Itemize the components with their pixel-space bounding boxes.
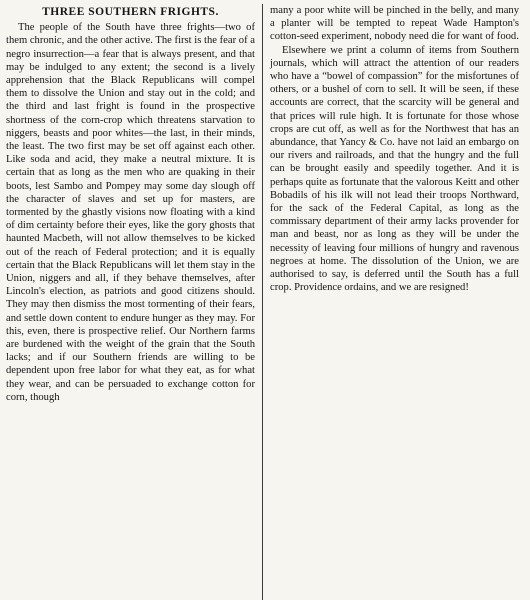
article-paragraph-2: Elsewhere we print a column of items from Southern journals, which will attract the attention of our readers who have a “bowel of compassion” for the misfortunes of others, or a bushel of corn to sell. It will be seen, if these accounts are correct, that the scarcity will be general and that prices will rule high. It is fortunate for those whose crops are cut off, as well as for the Northwest that has an abundance, that Yancy & Co. have not laid an embargo on our rivers and railroads, and that the hungry and the full can be brought easily and speedily together. And it is perhaps quite as fortunate that the valorous Keitt and other Bobadils of his ilk will not lead their troops Northward, for the sack of the Federal Capital, as long as the commissary department of their army lacks provender for man and beast, nor as long as they will be under the necessity of leaving four millions of hungry and ravenous negroes at home. The dissolution of the Union, we are authorised to say, is deferred until the South has a full crop. Providence ordains, and we are resigned! xyxy=(270,44,519,294)
right-column xyxy=(263,4,519,600)
article-paragraph-1-continued: many a poor white will be pinched in the belly, and many a planter will be tempted to repeat Wade Hampton's cotton-seed experiment, nobody need die for want of food. xyxy=(270,5,519,43)
article-headline: THREE SOUTHERN FRIGHTS. xyxy=(42,6,219,18)
left-column xyxy=(6,4,262,600)
article-paragraph-1: The people of the South have three frights—two of them chronic, and the other active. The first is the fear of a negro insurrection—a fear that is always present, and that may be indulged to any extent; the second is a lively apprehension that the Black Republicans will compel them to dissolve the Union and stay out in the cold; and the third and last fright is found in the prospective shortness of the corn-crop which threatens starvation to niggers, beasts and poor whites—the last, in their minds, the least. The two first may be set off against each other. Like soda and acid, they make a neutral mixture. It is certain that as long as the men who are quaking in their boots, lest Sambo and Pompey may some day slough off the character of slaves and set up for masters, are tormented by the ghastly visions now floating with a kind of dim certainty before their eyes, like the gory ghosts that haunted Macbeth, will not allow themselves to be kicked out of the reach of Federal protection; and it is equally certain that the Black Republicans will let them stay in the Union, niggers and all, if they behave themselves, after Lincoln's election, as patriots and good citizens should. They may then dismiss the most tormenting of their fears, and settle down content to endure hunger as they may. For this, even, there is prospective relief. Our Northern farms are burdened with the weight of the grain that the South lacks; and if our Southern friends are willing to be dependent upon free labor for what they eat, as for what they wear, and can be persuaded to exchange cotton for corn, though xyxy=(6,22,255,403)
